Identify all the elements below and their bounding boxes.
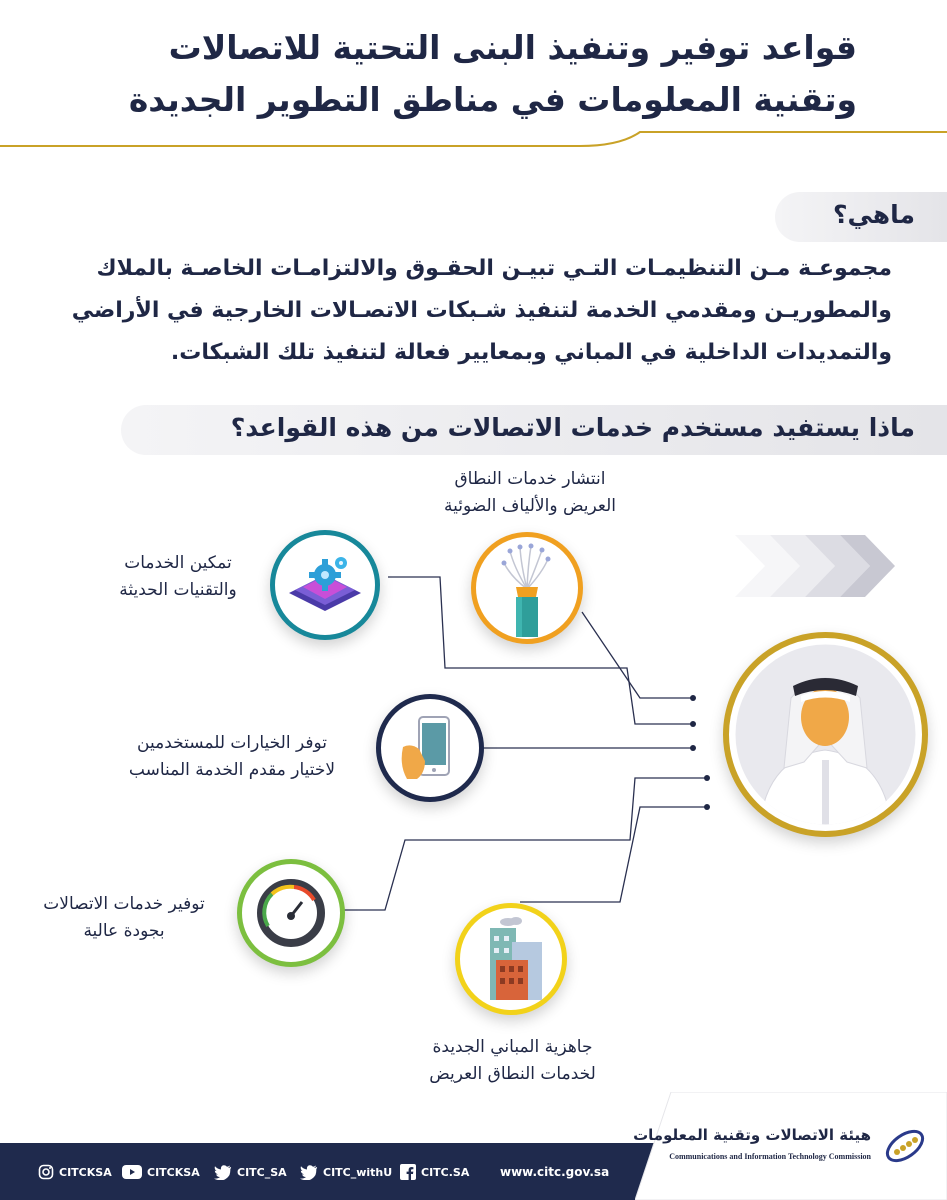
chip-gear-icon xyxy=(275,535,375,635)
benefit-buildings-label: جاهزية المباني الجديدة لخدمات النطاق العريض xyxy=(429,1037,596,1084)
twitter-link-1[interactable]: CITC_SA xyxy=(214,1163,287,1181)
facebook-link[interactable]: CITC.SA xyxy=(400,1163,469,1181)
description-line-3: والتمديدات الداخلية في المباني وبمعايير فعالة لتنفيذ تلك الشبكات. xyxy=(170,340,892,365)
benefit-choice-label: توفر الخيارات للمستخدمين لاختيار مقدم الخدمة المناسب xyxy=(128,733,336,780)
benefit-buildings-circle xyxy=(455,903,567,1015)
title-line-1: قواعد توفير وتنفيذ البنى التحتية للاتصالات xyxy=(168,28,857,67)
description-line-1: مجموعـة مـن التنظيمـات التـي تبيـن الحقـوق والالتزامـات الخاصـة بالملاك xyxy=(96,256,892,281)
benefit-fiber-circle xyxy=(471,532,583,644)
instagram-link[interactable]: CITCKSA xyxy=(38,1163,112,1181)
twitter-icon xyxy=(214,1165,232,1180)
smartphone-icon xyxy=(381,699,479,797)
title-line-2: وتقنية المعلومات في مناطق التطوير الجديدة xyxy=(128,80,857,119)
citc-logo-panel xyxy=(635,1092,947,1200)
benefit-quality-circle xyxy=(237,859,345,967)
benefit-quality-label: توفير خدمات الاتصالات بجودة عالية xyxy=(43,894,205,941)
benefit-technology-label: تمكين الخدمات والتقنيات الحديثة xyxy=(119,553,237,600)
fiber-cable-icon xyxy=(476,537,578,639)
youtube-icon xyxy=(122,1165,142,1179)
instagram-icon xyxy=(38,1164,54,1180)
description-line-2: والمطوريـن ومقدمي الخدمة لتنفيذ شـبكات الاتصـالات الخارجية في الأراضي xyxy=(71,298,892,323)
youtube-link[interactable]: CITCKSA xyxy=(122,1163,200,1181)
twitter-link-2[interactable]: CITC_withU xyxy=(300,1163,392,1181)
speedometer-icon xyxy=(242,864,340,962)
citc-logo-icon xyxy=(881,1122,929,1170)
benefit-fiber-label: انتشار خدمات النطاق العريض والألياف الضوئية xyxy=(444,469,616,516)
buildings-icon xyxy=(460,908,562,1010)
twitter-icon xyxy=(300,1165,318,1180)
logo-arabic-name: هيئة الاتصالات وتقنية المعلومات xyxy=(633,1126,871,1144)
benefit-technology-circle xyxy=(270,530,380,640)
saudi-man-icon xyxy=(729,638,922,831)
what-is-heading: ماهي؟ xyxy=(833,200,915,229)
website-link[interactable]: www.citc.gov.sa xyxy=(500,1165,610,1179)
user-avatar-circle xyxy=(723,632,928,837)
logo-english-name: Communications and Information Technology Commission xyxy=(669,1152,871,1161)
benefit-choice-circle xyxy=(376,694,484,802)
benefits-heading: ماذا يستفيد مستخدم خدمات الاتصالات من هذه القواعد؟ xyxy=(230,413,915,442)
chevron-arrows-icon xyxy=(735,535,895,597)
facebook-icon xyxy=(400,1164,416,1180)
